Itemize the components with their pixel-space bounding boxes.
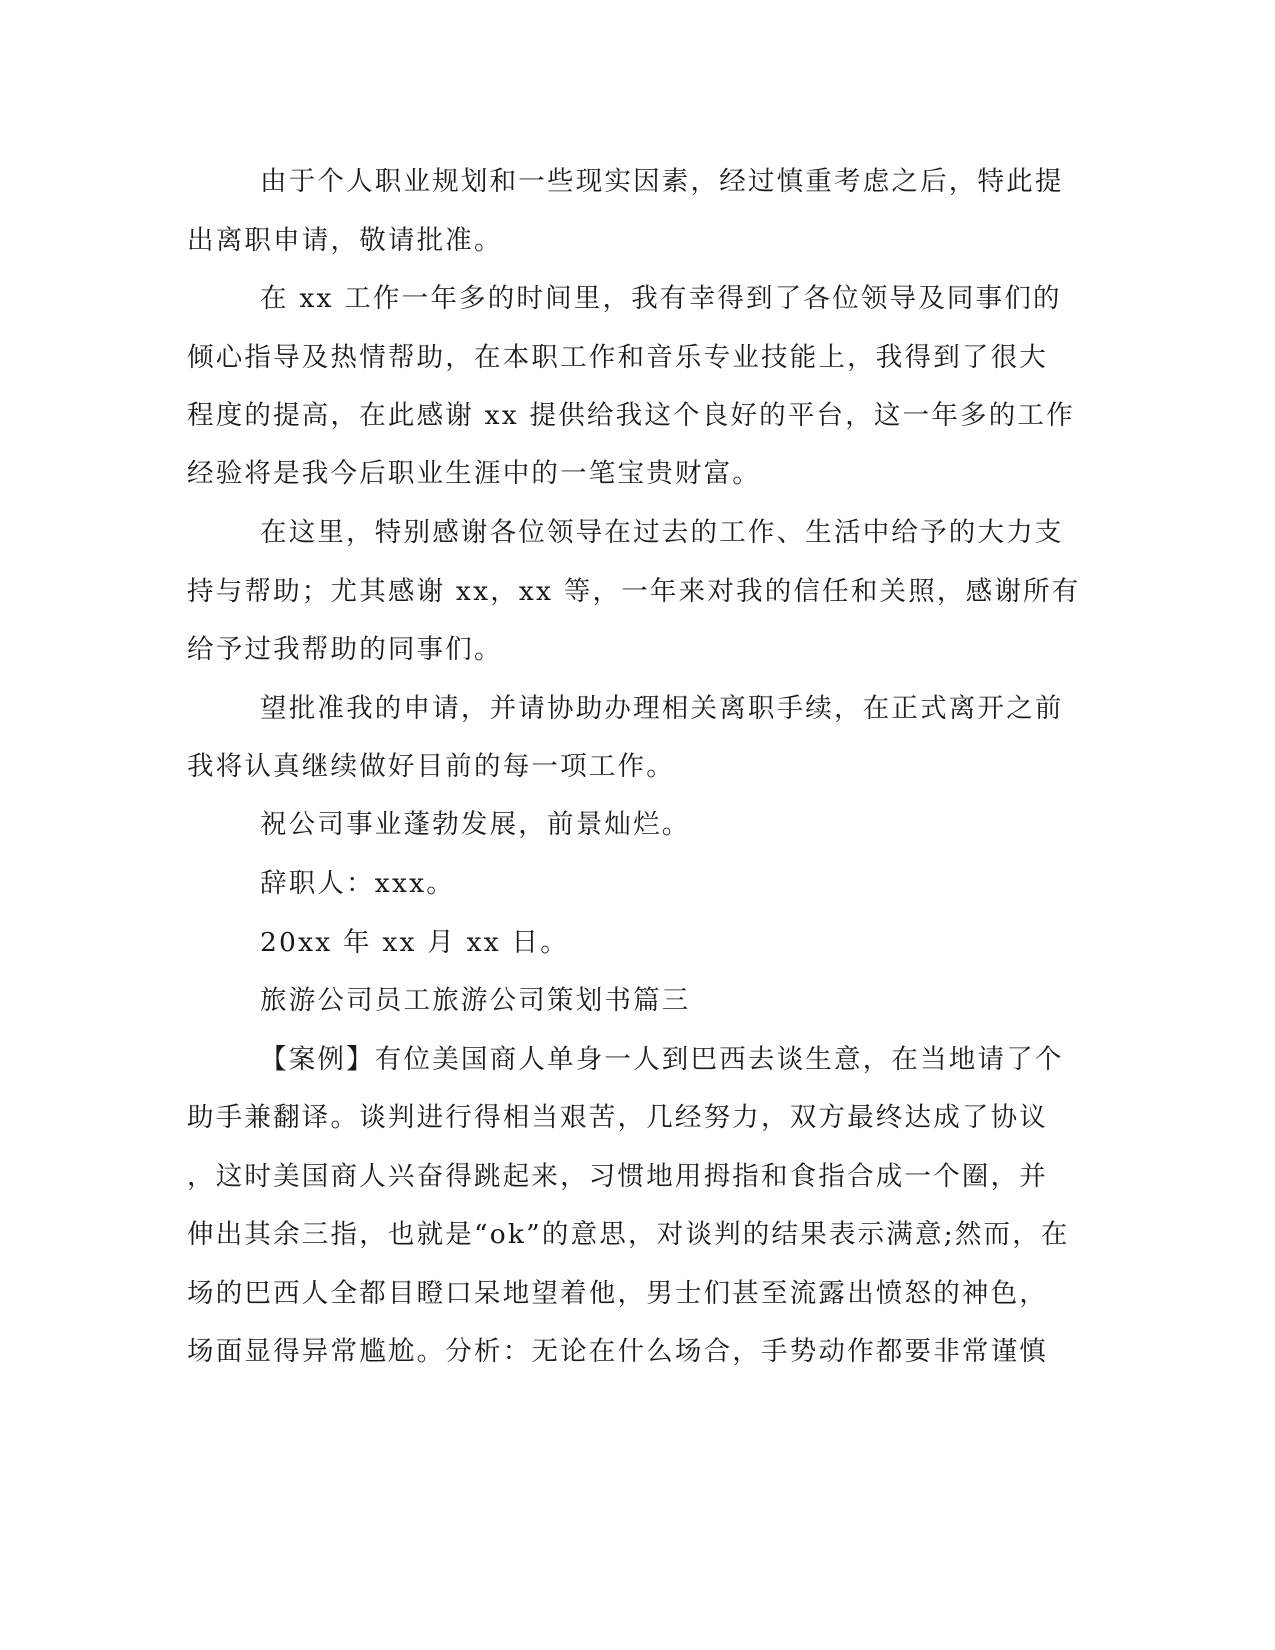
paragraph-2-line-3: 程度的提高，在此感谢 xx 提供给我这个良好的平台，这一年多的工作 [187, 400, 1075, 431]
case-line-5: 场的巴西人全都目瞪口呆地望着他，男士们甚至流露出愤怒的神色， [187, 1278, 1048, 1309]
section-heading: 旅游公司员工旅游公司策划书篇三 [260, 985, 691, 1016]
case-line-2: 助手兼翻译。谈判进行得相当艰苦，几经努力，双方最终达成了协议 [187, 1102, 1048, 1133]
date-line: 20xx 年 xx 月 xx 日。 [260, 927, 569, 958]
paragraph-1-line-1: 由于个人职业规划和一些现实因素，经过慎重考虑之后，特此提 [260, 166, 1064, 197]
case-line-4: 伸出其余三指，也就是“ok”的意思，对谈判的结果表示满意;然而，在 [187, 1219, 1070, 1250]
paragraph-2-line-4: 经验将是我今后职业生涯中的一笔宝贵财富。 [187, 458, 761, 489]
case-line-6: 场面显得异常尴尬。分析：无论在什么场合，手势动作都要非常谨慎 [187, 1336, 1048, 1367]
paragraph-4-line-1: 望批准我的申请，并请协助办理相关离职手续，在正式离开之前 [260, 693, 1064, 724]
paragraph-4-line-2: 我将认真继续做好目前的每一项工作。 [187, 751, 675, 782]
case-line-3: ，这时美国商人兴奋得跳起来，习惯地用拇指和食指合成一个圈，并 [187, 1161, 1048, 1192]
paragraph-3-line-3: 给予过我帮助的同事们。 [187, 634, 503, 665]
paragraph-3-line-1: 在这里，特别感谢各位领导在过去的工作、生活中给予的大力支 [260, 517, 1064, 548]
closing-wish: 祝公司事业蓬勃发展，前景灿烂。 [260, 809, 691, 840]
paragraph-3-line-2: 持与帮助；尤其感谢 xx，xx 等，一年来对我的信任和关照，感谢所有 [187, 576, 1081, 607]
paragraph-2-line-1: 在 xx 工作一年多的时间里，我有幸得到了各位领导及同事们的 [260, 283, 1062, 314]
case-line-1: 【案例】有位美国商人单身一人到巴西去谈生意，在当地请了个 [260, 1044, 1064, 1075]
paragraph-1-line-2: 出离职申请，敬请批准。 [187, 225, 503, 256]
signature-line: 辞职人：xxx。 [260, 868, 455, 899]
paragraph-2-line-2: 倾心指导及热情帮助，在本职工作和音乐专业技能上，我得到了很大 [187, 342, 1048, 373]
